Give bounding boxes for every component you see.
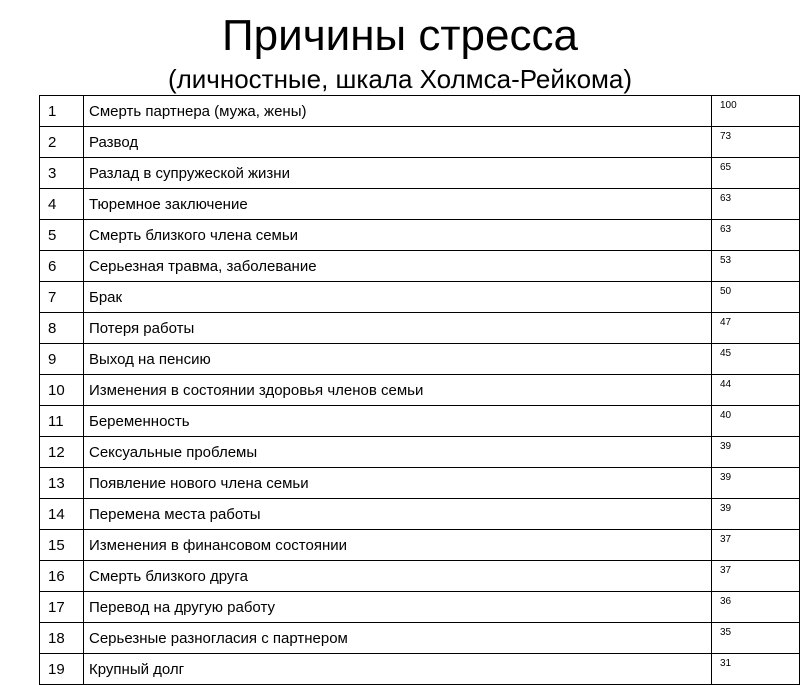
table-row (40, 251, 800, 282)
row-event: Брак (84, 282, 712, 313)
row-event: Тюремное заключение (84, 189, 712, 220)
row-event: Потеря работы (84, 313, 712, 344)
table-row (40, 468, 800, 499)
row-score: 65 (712, 158, 800, 189)
table-row (40, 654, 800, 685)
row-number: 4 (40, 189, 84, 220)
table-row (40, 282, 800, 313)
table-row (40, 592, 800, 623)
table-row (40, 375, 800, 406)
table-row (40, 96, 800, 127)
row-event: Смерть близкого члена семьи (84, 220, 712, 251)
row-event: Сексуальные проблемы (84, 437, 712, 468)
row-score: 45 (712, 344, 800, 375)
row-event: Разлад в супружеской жизни (84, 158, 712, 189)
row-score: 63 (712, 189, 800, 220)
row-score: 39 (712, 468, 800, 499)
row-event: Развод (84, 127, 712, 158)
row-score: 37 (712, 561, 800, 592)
row-event: Появление нового члена семьи (84, 468, 712, 499)
row-number: 2 (40, 127, 84, 158)
table-row (40, 344, 800, 375)
table-body (40, 96, 800, 685)
row-number: 17 (40, 592, 84, 623)
table-row (40, 158, 800, 189)
row-score: 37 (712, 530, 800, 561)
row-score: 73 (712, 127, 800, 158)
table-row (40, 561, 800, 592)
row-score: 35 (712, 623, 800, 654)
row-score: 36 (712, 592, 800, 623)
row-event: Изменения в состоянии здоровья членов семьи (84, 375, 712, 406)
row-event: Серьезная травма, заболевание (84, 251, 712, 282)
row-number: 7 (40, 282, 84, 313)
table-row (40, 220, 800, 251)
row-score: 100 (712, 96, 800, 127)
table-row (40, 499, 800, 530)
row-event: Выход на пенсию (84, 344, 712, 375)
table-row (40, 313, 800, 344)
stress-table (39, 95, 800, 685)
row-event: Серьезные разногласия с партнером (84, 623, 712, 654)
row-score: 47 (712, 313, 800, 344)
row-number: 10 (40, 375, 84, 406)
row-number: 1 (40, 96, 84, 127)
row-number: 11 (40, 406, 84, 437)
row-event: Перемена места работы (84, 499, 712, 530)
row-score: 53 (712, 251, 800, 282)
row-number: 8 (40, 313, 84, 344)
table-row (40, 530, 800, 561)
page-subtitle: (личностные, шкала Холмса-Рейкома) (167, 64, 633, 94)
table-row (40, 623, 800, 654)
row-number: 14 (40, 499, 84, 530)
row-score: 63 (712, 220, 800, 251)
row-number: 18 (40, 623, 84, 654)
row-score: 40 (712, 406, 800, 437)
row-number: 16 (40, 561, 84, 592)
row-number: 6 (40, 251, 84, 282)
page-title: Причины стресса (222, 11, 578, 60)
row-score: 44 (712, 375, 800, 406)
row-event: Крупный долг (84, 654, 712, 685)
table-row (40, 406, 800, 437)
row-event: Перевод на другую работу (84, 592, 712, 623)
row-number: 13 (40, 468, 84, 499)
row-score: 39 (712, 437, 800, 468)
row-score: 39 (712, 499, 800, 530)
row-number: 3 (40, 158, 84, 189)
row-number: 5 (40, 220, 84, 251)
row-event: Изменения в финансовом состоянии (84, 530, 712, 561)
row-number: 9 (40, 344, 84, 375)
table-row (40, 437, 800, 468)
row-event: Смерть близкого друга (84, 561, 712, 592)
row-number: 12 (40, 437, 84, 468)
row-event: Смерть партнера (мужа, жены) (84, 96, 712, 127)
row-score: 31 (712, 654, 800, 685)
table-row (40, 189, 800, 220)
row-score: 50 (712, 282, 800, 313)
row-number: 15 (40, 530, 84, 561)
row-number: 19 (40, 654, 84, 685)
row-event: Беременность (84, 406, 712, 437)
table-row (40, 127, 800, 158)
